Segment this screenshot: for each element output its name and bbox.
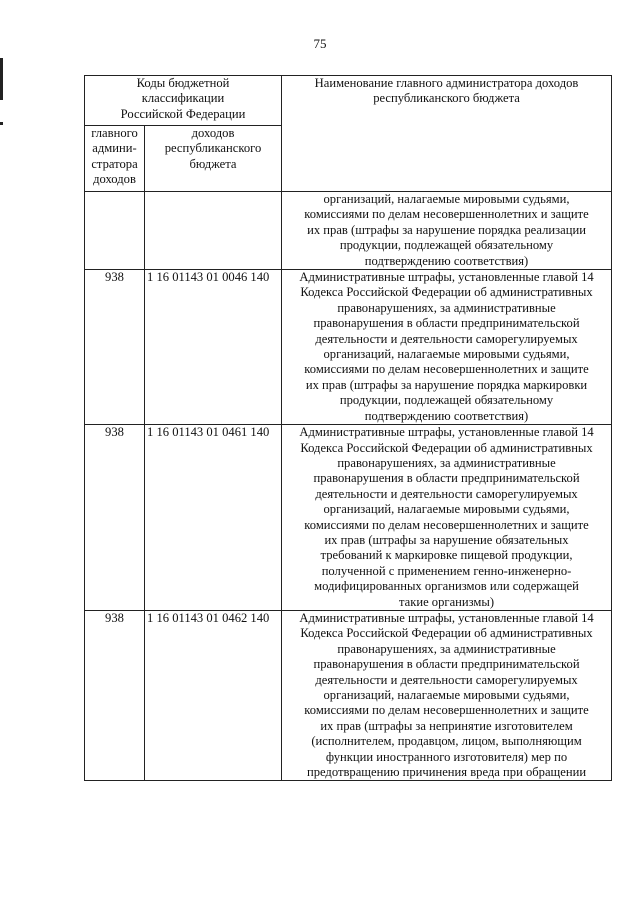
header-line: республиканского бюджета [373, 91, 520, 106]
description-line: Кодекса Российской Федерации об административных [300, 626, 593, 641]
header-line: Российской Федерации [120, 106, 246, 121]
budget-classification-table [84, 75, 612, 781]
description-line: Кодекса Российской Федерации об административных [300, 440, 593, 455]
header-main-administrator [85, 126, 145, 192]
description-line: полученной с применением генно-инженерно- [321, 563, 572, 578]
description-line: организаций, налагаемые мировыми судьями, [323, 688, 570, 702]
table-row [85, 610, 612, 780]
description-line: комиссиями по делам несовершеннолетних и защите [304, 207, 589, 222]
description-line: правонарушения в области предпринимательской [313, 316, 580, 331]
revenue-code-cell: 1 16 01143 01 0462 140 [145, 610, 282, 780]
revenue-code-cell: 1 16 01143 01 0046 140 [145, 270, 282, 425]
header-line: Наименование главного администратора доходов [314, 76, 579, 90]
header-revenue-code [145, 126, 282, 192]
description-line: правонарушениях, за административные [337, 641, 556, 656]
table-row [85, 425, 612, 611]
description-cell [282, 425, 612, 611]
description-line: правонарушения в области предпринимательской [313, 471, 580, 486]
table-body [85, 192, 612, 781]
description-line: модифицированных организмов или содержащей [314, 579, 579, 594]
scan-margin-mark [0, 58, 3, 100]
description-line: комиссиями по делам несовершеннолетних и защите [304, 703, 589, 718]
page-number: 75 [313, 36, 327, 51]
description-line: такие организмы) [398, 594, 495, 609]
description-line: организаций, налагаемые мировыми судьями, [323, 192, 570, 206]
header-line: доходов [93, 172, 136, 187]
header-line: админи- [92, 141, 137, 156]
description-line: Кодекса Российской Федерации об административных [300, 285, 593, 300]
header-budget-codes [85, 76, 282, 126]
description-line: правонарушениях, за административные [337, 300, 556, 315]
description-line: организаций, налагаемые мировыми судьями, [323, 502, 570, 517]
header-line: доходов [191, 126, 235, 140]
description-line: предотвращению причинения вреда при обращении [306, 765, 587, 780]
admin-code-cell: 938 [85, 425, 145, 611]
table-row [85, 192, 612, 270]
admin-code-cell: 938 [85, 610, 145, 780]
description-cell [282, 610, 612, 780]
header-administrator-name [282, 76, 612, 192]
description-line: деятельности и деятельности саморегулируемых [315, 672, 578, 687]
description-line: Административные штрафы, установленные главой 14 [299, 270, 594, 285]
description-cell [282, 270, 612, 425]
header-line: республиканского [164, 141, 262, 156]
header-line: Коды бюджетной [136, 76, 230, 90]
description-line: их прав (штрафы за нарушение порядка маркировки [305, 377, 588, 392]
description-line: их прав (штрафы за непринятие изготовителем [320, 718, 573, 733]
description-line: подтверждению соответствия) [364, 253, 529, 268]
description-line: деятельности и деятельности саморегулируемых [315, 486, 578, 501]
description-line: комиссиями по делам несовершеннолетних и защите [304, 362, 589, 377]
table-row [85, 270, 612, 425]
description-line: комиссиями по делам несовершеннолетних и защите [304, 517, 589, 532]
admin-code-cell [85, 192, 145, 270]
description-line: продукции, подлежащей обязательному [339, 238, 554, 253]
header-line: главного [91, 126, 138, 140]
description-line: правонарушениях, за административные [337, 455, 556, 470]
description-line: деятельности и деятельности саморегулируемых [315, 331, 578, 346]
description-cell [282, 192, 612, 270]
header-line: бюджета [189, 156, 237, 171]
description-line: их прав (штрафы за нарушение порядка реализации [307, 222, 586, 237]
description-line: (исполнителем, продавцом, лицом, выполняющим [311, 734, 582, 749]
header-line: стратора [91, 156, 138, 171]
description-line: их прав (штрафы за нарушение обязательных [324, 532, 569, 547]
description-line: функции иностранного изготовителя) мер по [325, 749, 568, 764]
table-header [85, 76, 612, 192]
description-line: правонарушения в области предпринимательской [313, 657, 580, 672]
scan-margin-mark [0, 122, 3, 125]
header-line: классификации [141, 91, 225, 106]
description-line: требований к маркировке пищевой продукции, [320, 548, 573, 563]
description-line: организаций, налагаемые мировыми судьями, [323, 347, 570, 362]
revenue-code-cell: 1 16 01143 01 0461 140 [145, 425, 282, 611]
description-line: продукции, подлежащей обязательному [339, 393, 554, 408]
admin-code-cell: 938 [85, 270, 145, 425]
description-line: подтверждению соответствия) [364, 408, 529, 423]
description-line: Административные штрафы, установленные главой 14 [299, 425, 594, 440]
revenue-code-cell [145, 192, 282, 270]
description-line: Административные штрафы, установленные главой 14 [299, 610, 594, 625]
